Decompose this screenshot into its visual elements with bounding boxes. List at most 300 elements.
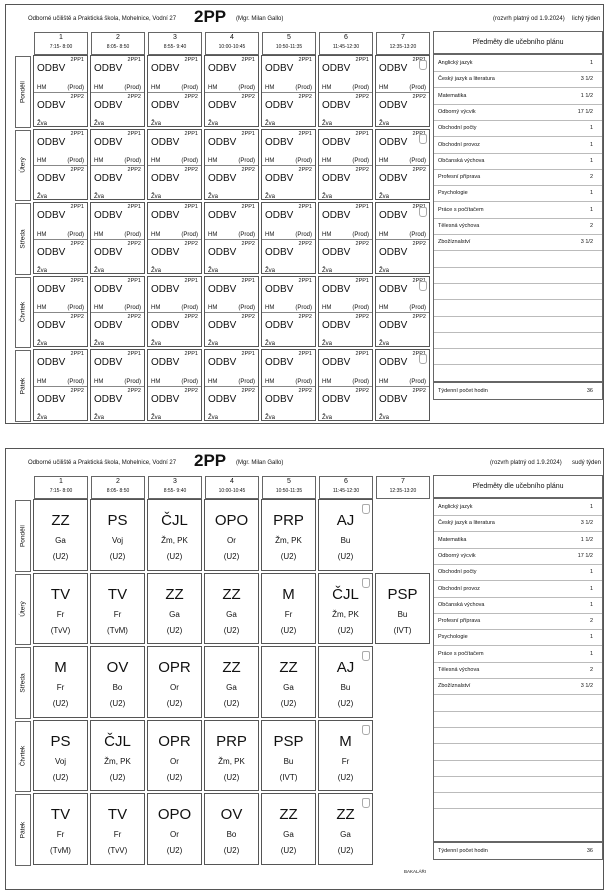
group-code: 2PP1 <box>184 204 198 210</box>
subject-code: ODBV <box>265 210 294 221</box>
teacher-code: Žva <box>322 194 333 200</box>
subject-hours: 3 1/2 <box>580 683 593 690</box>
room-code: (U2) <box>52 552 69 561</box>
subject-code: ODBV <box>151 357 180 368</box>
teacher-code: Žva <box>151 267 162 274</box>
subject-code: ODBV <box>379 173 408 185</box>
lesson-cell[interactable] <box>147 720 202 792</box>
summary-empty-row <box>434 348 602 365</box>
group-1-lesson <box>34 56 87 92</box>
subject-code: ODBV <box>208 393 237 405</box>
summary-empty-row <box>434 711 602 728</box>
room-code: (TvM) <box>50 846 71 855</box>
summary-row <box>434 202 602 219</box>
group-code: 2PP1 <box>355 57 369 63</box>
total-label: Týdenní počet hodin <box>438 388 488 394</box>
group-1-lesson <box>91 203 144 239</box>
lesson-cell[interactable] <box>261 129 316 201</box>
subject-hours: 1 <box>589 60 593 66</box>
subject-code: ODBV <box>322 210 351 221</box>
day-name: Úterý <box>19 157 27 174</box>
teacher-code: Voj <box>111 536 124 545</box>
lesson-cell[interactable] <box>33 646 88 718</box>
room-code: (U2) <box>223 552 240 561</box>
change-icon <box>362 651 370 661</box>
lesson-cell[interactable] <box>90 793 145 865</box>
subject-code: ODBV <box>379 357 408 368</box>
teacher-code: HM <box>151 305 161 312</box>
lesson-cell[interactable] <box>204 720 259 792</box>
room-code: (U2) <box>52 772 69 782</box>
teacher-code: Žva <box>94 414 105 421</box>
period-number: 3 <box>173 34 177 41</box>
teacher-code: Žva <box>208 267 219 274</box>
group-code: 2PP2 <box>184 240 198 247</box>
teacher-code: Žva <box>208 341 219 347</box>
lesson-cell[interactable] <box>318 499 373 571</box>
period-header <box>34 32 88 55</box>
teacher-code: Žva <box>151 120 162 127</box>
timetable-even-week <box>5 448 604 890</box>
period-header <box>205 476 259 499</box>
validity-note: (rozvrh platný od 1.9.2024) <box>493 16 565 22</box>
room-code: (U2) <box>337 846 354 855</box>
subject-code: ODBV <box>265 99 294 111</box>
teacher-code: Bu <box>397 609 408 619</box>
teacher-code: Žva <box>37 120 48 127</box>
total-hours: 36 <box>586 848 593 854</box>
room-code: (Prod) <box>238 231 255 238</box>
lesson-cell[interactable] <box>90 55 145 127</box>
period-number: 5 <box>287 34 291 41</box>
group-1-lesson <box>319 277 372 313</box>
period-time: 11:45-12:30 <box>332 44 360 50</box>
room-code: (U2) <box>109 772 126 782</box>
subject-code: OV <box>106 659 129 676</box>
lesson-cell[interactable] <box>147 499 202 571</box>
group-code: 2PP1 <box>355 277 369 284</box>
teacher-code: Žva <box>94 267 105 274</box>
room-code: (Prod) <box>238 158 255 165</box>
lesson-cell[interactable] <box>33 349 88 421</box>
lesson-cell[interactable] <box>261 720 316 792</box>
room-code: (U2) <box>280 846 297 855</box>
group-code: 2PP1 <box>127 204 141 210</box>
group-2-lesson <box>319 386 372 422</box>
lesson-cell[interactable] <box>375 202 430 274</box>
teacher-code: Žva <box>379 341 390 347</box>
summary-row <box>434 185 602 202</box>
subject-code: PS <box>50 732 71 750</box>
room-code: (TvV) <box>50 625 71 635</box>
lesson-cell[interactable] <box>147 646 202 718</box>
period-time: 11:45-12:30 <box>332 488 360 494</box>
lesson-cell[interactable] <box>147 202 202 274</box>
day-name: Pondělí <box>19 80 27 103</box>
period-number: 5 <box>287 478 291 485</box>
lesson-cell[interactable] <box>33 55 88 127</box>
subject-code: ODBV <box>37 99 66 111</box>
subject-code: ZZ <box>222 585 241 603</box>
subject-code: ODBV <box>151 99 180 111</box>
subject-name: Tělesná výchova <box>438 667 480 673</box>
period-header <box>319 32 373 55</box>
teacher-code: Žva <box>151 194 162 200</box>
teacher-code: HM <box>94 231 104 238</box>
subject-code: ODBV <box>94 63 123 74</box>
teacher-code: Žva <box>322 267 333 274</box>
period-number: 3 <box>173 478 177 485</box>
group-code: 2PP1 <box>241 351 255 357</box>
group-code: 2PP2 <box>184 93 198 100</box>
subject-hours: 1 <box>589 650 593 657</box>
period-time: 10:00-10:45 <box>218 488 246 494</box>
period-time: 8:05- 8:50 <box>106 488 130 494</box>
lesson-cell[interactable] <box>33 573 88 645</box>
subject-code: ODBV <box>379 136 408 148</box>
group-code: 2PP1 <box>127 277 141 284</box>
room-code: (Prod) <box>409 158 426 165</box>
subject-code: ODBV <box>94 136 123 148</box>
room-code: (Prod) <box>352 231 369 238</box>
day-label <box>15 647 31 719</box>
period-number: 6 <box>344 34 348 41</box>
group-code: 2PP2 <box>298 240 312 247</box>
lesson-cell[interactable] <box>90 202 145 274</box>
subject-name: Občanská výchova <box>438 157 485 164</box>
teacher-code: Ga <box>283 683 294 692</box>
room-code: (U2) <box>166 699 183 708</box>
group-code: 2PP1 <box>298 130 312 137</box>
subject-code: M <box>339 732 352 750</box>
room-code: (TvV) <box>107 846 128 855</box>
summary-row <box>434 71 602 88</box>
subject-name: Obchodní počty <box>438 569 477 576</box>
teacher-code: Žm, PK <box>275 536 302 545</box>
lesson-cell[interactable] <box>204 55 259 127</box>
subject-hours: 2 <box>589 618 593 625</box>
group-code: 2PP2 <box>127 93 141 100</box>
summary-row <box>434 613 602 630</box>
subject-code: ODBV <box>322 136 351 148</box>
teacher-code: Fr <box>56 830 65 839</box>
change-icon <box>419 134 427 144</box>
lesson-cell[interactable] <box>375 55 430 127</box>
group-1-lesson <box>319 56 372 92</box>
group-2-lesson <box>205 165 258 201</box>
day-name: Středa <box>19 673 27 693</box>
change-icon <box>362 504 370 514</box>
lesson-cell[interactable] <box>204 499 259 571</box>
lesson-cell[interactable] <box>318 202 373 274</box>
subject-code: OPR <box>158 732 191 750</box>
lesson-cell[interactable] <box>147 573 202 645</box>
group-code: 2PP2 <box>127 314 141 321</box>
teacher-code: Žva <box>265 120 276 127</box>
summary-title: Předměty dle učebního plánu <box>433 475 603 498</box>
group-1-lesson <box>319 350 372 386</box>
group-2-lesson <box>376 165 429 201</box>
subject-hours: 17 1/2 <box>577 108 593 115</box>
room-code: (IVT) <box>393 625 412 635</box>
teacher-code: HM <box>208 305 218 312</box>
lesson-cell[interactable] <box>33 499 88 571</box>
summary-row <box>434 234 602 251</box>
summary-row <box>434 548 602 565</box>
lesson-cell[interactable] <box>147 129 202 201</box>
room-code: (Prod) <box>409 231 426 238</box>
group-2-lesson <box>319 239 372 275</box>
period-number: 6 <box>344 478 348 485</box>
teacher-code: Fr <box>113 609 122 619</box>
teacher-code: Ga <box>340 830 351 839</box>
lesson-cell[interactable] <box>33 202 88 274</box>
subject-code: ODBV <box>151 136 180 148</box>
lesson-cell[interactable] <box>90 720 145 792</box>
subject-code: ODBV <box>322 357 351 368</box>
lesson-cell[interactable] <box>261 499 316 571</box>
group-code: 2PP2 <box>355 240 369 247</box>
subject-name: Psychologie <box>438 190 468 197</box>
total-hours: 36 <box>586 388 593 394</box>
lesson-cell[interactable] <box>204 202 259 274</box>
lesson-cell[interactable] <box>204 793 259 865</box>
room-code: (Prod) <box>238 84 255 91</box>
group-code: 2PP2 <box>127 387 141 394</box>
week-type: lichý týden <box>572 16 601 22</box>
lesson-cell[interactable] <box>204 129 259 201</box>
summary-table <box>433 54 603 382</box>
teacher-code: Or <box>170 830 179 839</box>
room-code: (U2) <box>280 625 297 635</box>
room-code: (TvM) <box>107 625 128 635</box>
lesson-cell[interactable] <box>261 793 316 865</box>
lesson-cell[interactable] <box>33 129 88 201</box>
teacher-code: HM <box>208 231 218 238</box>
subject-hours: 1 <box>589 141 593 148</box>
subject-code: ODBV <box>208 246 237 258</box>
lesson-cell[interactable] <box>147 793 202 865</box>
room-code: (Prod) <box>181 84 198 91</box>
teacher-code: Žva <box>265 414 276 421</box>
subject-code: PS <box>107 512 128 529</box>
lesson-cell[interactable] <box>318 276 373 348</box>
subject-name: Zbožíznalství <box>438 683 471 690</box>
group-1-lesson <box>34 130 87 166</box>
lesson-cell[interactable] <box>375 573 430 645</box>
group-1-lesson <box>148 277 201 313</box>
lesson-cell[interactable] <box>90 499 145 571</box>
group-1-lesson <box>91 130 144 166</box>
lesson-cell[interactable] <box>204 573 259 645</box>
room-code: (Prod) <box>67 158 84 165</box>
period-header <box>91 32 145 55</box>
teacher-code: Or <box>170 683 179 692</box>
room-code: (Prod) <box>295 305 312 312</box>
group-1-lesson <box>205 277 258 313</box>
validity-note: (rozvrh platný od 1.9.2024) <box>490 460 562 466</box>
teacher-code: Žva <box>208 194 219 200</box>
day-label <box>15 500 31 572</box>
teacher-code: HM <box>265 231 275 238</box>
subject-code: ZZ <box>279 806 298 823</box>
teacher-code: HM <box>37 158 47 165</box>
subject-hours: 1 1/2 <box>580 92 593 99</box>
group-code: 2PP1 <box>127 57 141 63</box>
teacher-code: Žva <box>94 194 105 200</box>
subject-code: ODBV <box>94 173 123 185</box>
lesson-cell[interactable] <box>318 720 373 792</box>
subject-code: ZZ <box>279 659 298 676</box>
subject-code: ODBV <box>265 320 294 332</box>
subject-code: ODBV <box>94 320 123 332</box>
lesson-cell[interactable] <box>261 55 316 127</box>
subject-code: ČJL <box>332 585 359 603</box>
lesson-cell[interactable] <box>204 276 259 348</box>
lesson-cell[interactable] <box>147 55 202 127</box>
group-1-lesson <box>148 56 201 92</box>
teacher-code: HM <box>322 378 332 385</box>
lesson-cell[interactable] <box>33 276 88 348</box>
teacher-code: Žva <box>37 341 48 347</box>
room-code: (Prod) <box>124 378 141 385</box>
lesson-cell[interactable] <box>261 646 316 718</box>
group-1-lesson <box>262 130 315 166</box>
lesson-cell[interactable] <box>261 202 316 274</box>
lesson-cell[interactable] <box>261 349 316 421</box>
lesson-cell[interactable] <box>90 646 145 718</box>
subject-code: AJ <box>336 512 355 529</box>
group-code: 2PP2 <box>241 387 255 394</box>
subject-code: ODBV <box>151 210 180 221</box>
group-2-lesson <box>319 92 372 128</box>
group-code: 2PP1 <box>298 57 312 63</box>
lesson-cell[interactable] <box>147 276 202 348</box>
period-time: 8:55- 9:40 <box>163 44 187 50</box>
lesson-cell[interactable] <box>147 349 202 421</box>
group-code: 2PP2 <box>70 167 84 174</box>
subject-code: TV <box>50 585 71 603</box>
class-name: 2PP <box>194 451 227 470</box>
lesson-cell[interactable] <box>204 349 259 421</box>
period-header <box>148 476 202 499</box>
group-code: 2PP2 <box>70 314 84 321</box>
subject-code: ODBV <box>322 246 351 258</box>
lesson-cell[interactable] <box>375 129 430 201</box>
teacher-code: HM <box>94 158 104 165</box>
group-2-lesson <box>376 386 429 422</box>
room-code: (Prod) <box>409 305 426 312</box>
summary-empty-row <box>434 332 602 349</box>
summary-empty-row <box>434 267 602 284</box>
summary-row <box>434 662 602 679</box>
room-code: (Prod) <box>352 84 369 91</box>
group-1-lesson <box>91 277 144 313</box>
period-number: 2 <box>116 478 120 485</box>
subject-name: Český jazyk a literatura <box>438 520 495 527</box>
lesson-cell[interactable] <box>318 573 373 645</box>
subject-code: ODBV <box>379 99 408 111</box>
subject-code: ODBV <box>208 63 237 74</box>
lesson-cell[interactable] <box>90 573 145 645</box>
lesson-cell[interactable] <box>90 349 145 421</box>
teacher-code: Žva <box>265 194 276 200</box>
lesson-cell[interactable] <box>318 646 373 718</box>
room-code: (Prod) <box>181 305 198 312</box>
subject-code: OV <box>220 806 243 823</box>
teacher-code: HM <box>322 305 332 312</box>
teacher-code: HM <box>37 378 47 385</box>
subject-hours: 1 <box>589 157 593 164</box>
group-code: 2PP2 <box>70 240 84 247</box>
group-1-lesson <box>148 203 201 239</box>
day-label <box>15 56 31 128</box>
period-header <box>205 32 259 55</box>
group-1-lesson <box>319 203 372 239</box>
subject-name: Matematika <box>438 92 467 99</box>
group-2-lesson <box>262 165 315 201</box>
day-label <box>15 350 31 422</box>
subject-code: ODBV <box>379 393 408 405</box>
lesson-cell[interactable] <box>90 276 145 348</box>
teacher-code: Bu <box>340 683 351 692</box>
lesson-cell[interactable] <box>318 793 373 865</box>
lesson-cell[interactable] <box>375 349 430 421</box>
room-code: (U2) <box>109 552 126 561</box>
lesson-cell[interactable] <box>90 129 145 201</box>
lesson-cell[interactable] <box>261 276 316 348</box>
room-code: (Prod) <box>295 378 312 385</box>
subject-code: ODBV <box>322 63 351 74</box>
lesson-cell[interactable] <box>33 720 88 792</box>
lesson-cell[interactable] <box>33 793 88 865</box>
teacher-code: HM <box>322 84 332 91</box>
subject-hours: 2 <box>589 223 593 229</box>
total-label: Týdenní počet hodin <box>438 848 488 854</box>
room-code: (Prod) <box>124 305 141 312</box>
room-code: (Prod) <box>124 231 141 238</box>
teacher-code: Bu <box>340 536 351 545</box>
teacher-code: Ga <box>226 683 237 692</box>
group-1-lesson <box>262 56 315 92</box>
period-time: 7:15- 8:00 <box>49 44 73 50</box>
subject-code: ODBV <box>37 173 66 185</box>
group-code: 2PP2 <box>127 240 141 247</box>
subject-code: ČJL <box>161 512 188 529</box>
teacher-code: Žva <box>379 267 390 274</box>
teacher-code: Žva <box>322 341 333 347</box>
group-code: 2PP2 <box>412 93 426 100</box>
subject-code: ZZ <box>165 585 184 603</box>
lesson-cell[interactable] <box>204 646 259 718</box>
sheet-header <box>6 5 603 29</box>
lesson-cell[interactable] <box>261 573 316 645</box>
teacher-code: HM <box>94 378 104 385</box>
group-code: 2PP1 <box>241 57 255 63</box>
teacher-code: HM <box>37 305 47 312</box>
group-code: 2PP2 <box>298 387 312 394</box>
group-code: 2PP2 <box>412 314 426 321</box>
lesson-cell[interactable] <box>318 349 373 421</box>
lesson-cell[interactable] <box>318 55 373 127</box>
teacher-code: HM <box>379 84 389 91</box>
lesson-cell[interactable] <box>318 129 373 201</box>
room-code: (Prod) <box>181 231 198 238</box>
room-code: (U2) <box>280 552 297 561</box>
teacher-code: Žva <box>379 414 390 421</box>
lesson-cell[interactable] <box>375 276 430 348</box>
subject-hours: 2 <box>589 174 593 181</box>
